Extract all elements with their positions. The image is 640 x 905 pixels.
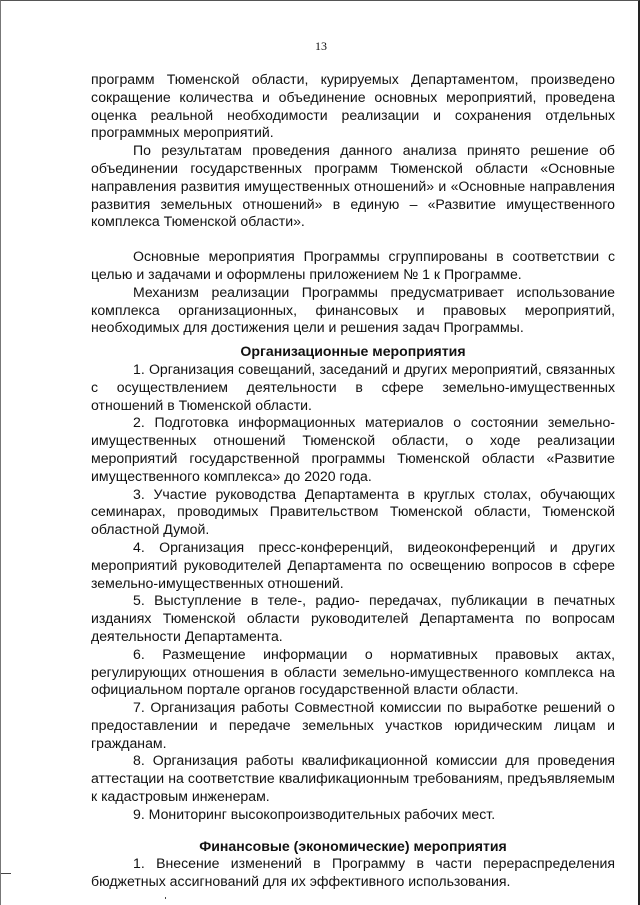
document-body — [91, 71, 615, 891]
org-item-4: 4. Организация пресс-конференций, видеоконференций и других мероприятий руководителей Департамента по освещению вопросов в сфере земельно-имущественных отношений. — [91, 538, 615, 591]
org-item-5: 5. Выступление в теле-, радио- передачах, публикации в печатных изданиях Тюменской области руководителей Департамента по вопросам деятельности Департамента. — [91, 592, 615, 644]
heading-organizational: Организационные мероприятия — [240, 343, 466, 360]
page-number: 13 — [315, 39, 327, 53]
scan-edge-mark — [1, 873, 11, 874]
org-item-8: 8. Организация работы квалификационной комиссии для проведения аттестации на соответствие квалификационным требованиям, предъявляемым к кадастровым инженерам. — [91, 752, 615, 805]
paragraph-spacer — [91, 231, 615, 248]
org-item-3: 3. Участие руководства Департамента в круглых столах, обучающих семинарах, проводимых Правительством Тюменской области, Тюменской областной Думой. — [91, 485, 615, 538]
paragraph-mechanism: Механизм реализации Программы предусматривает использование комплекса организационных, финансовых и правовых мероприятий, необходимых для достижения цели и решения задач Программы. — [91, 283, 615, 336]
paragraph-analysis-decision: По результатам проведения данного анализа принято решение об объединении государственных программ Тюменской области «Основные направления развития имущественных отношений» и «Основные направления развития земельных отношений» в единую – «Развитие имущественного комплекса Тюменской области». — [91, 142, 615, 230]
org-item-7: 7. Организация работы Совместной комиссии по выработке решений о предоставлении и передаче земельных участков юридическим лицам и гражданам. — [91, 699, 615, 751]
paragraph-grouping: Основные мероприятия Программы сгруппированы в соответствии с целью и задачами и оформлены приложением № 1 к Программе. — [91, 248, 615, 282]
org-item-2: 2. Подготовка информационных материалов о состоянии земельно-имущественных отношений Тюменской области, о ходе реализации мероприятий государственной программы Тюменской области «Развитие имущественного комплекса» до 2020 года. — [91, 414, 615, 484]
scan-speck — [165, 897, 166, 899]
fin-item-1: 1. Внесение изменений в Программу в части перераспределения бюджетных ассигнований для их эффективного использования. — [91, 855, 615, 890]
heading-financial: Финансовые (экономические) мероприятия — [199, 837, 507, 854]
org-item-9: 9. Мониторинг высокопроизводительных рабочих мест. — [133, 805, 496, 822]
paragraph-continuation: программ Тюменской области, курируемых Департаментом, произведено сокращение количества и объединение основных мероприятий, проведена оценка реальной необходимости реализации и сохранения отдельных программных мероприятий. — [91, 71, 615, 141]
org-item-6: 6. Размещение информации о нормативных правовых актах, регулирующих отношения в области земельно-имущественного комплекса на официальном портале органов государственной власти области. — [91, 645, 615, 698]
org-item-1: 1. Организация совещаний, заседаний и других мероприятий, связанных с осуществлением деятельности в сфере земельно-имущественных отношений в Тюменской области. — [91, 360, 615, 413]
